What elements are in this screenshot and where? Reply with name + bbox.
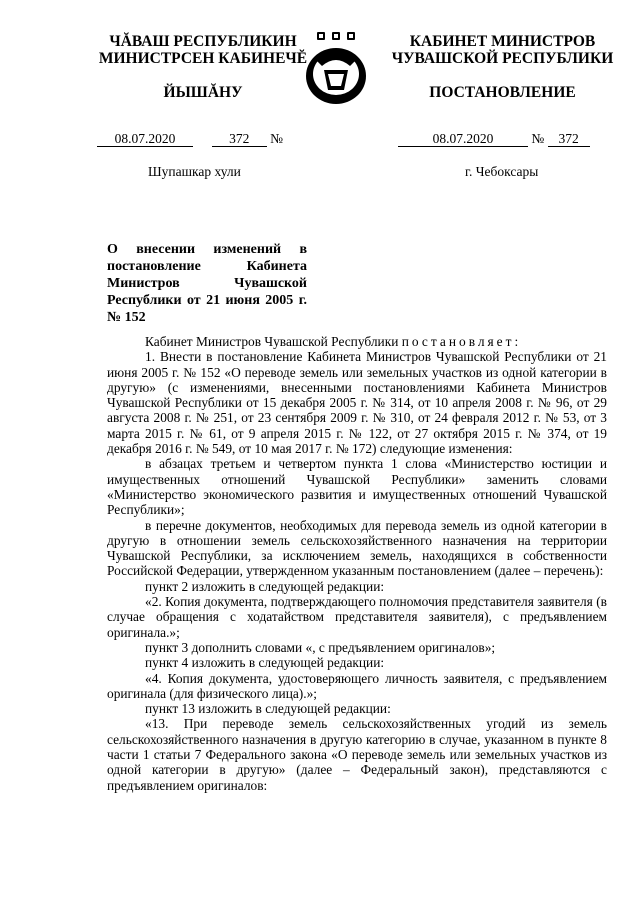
header-left-doc-type: ЙЫШĂНУ <box>163 84 243 101</box>
body-paragraph: 1. Внести в постановление Кабинета Министров Чувашской Республики от 21 июня 2005 г. № 152 «О переводе земель или земельных участков из одной категории в другую» (с изменениями, внесенными постановлениями Кабинета Министров Чувашской Республики от 15 декабря 2005 г. № 314, от 10 апреля 2008 г. № 96, от 29 августа 2008 г. № 251, от 23 сентября 2009 г. № 310, от 24 февраля 2012 г. № 53, от 3 марта 2015 г. № 61, от 9 апреля 2015 г. № 122, от 27 октября 2015 г. № 374, от 19 декабря 2016 г. № 549, от 10 мая 2017 г. № 172) следующие изменения: <box>107 349 607 457</box>
number-line-left <box>97 131 283 147</box>
body-paragraph: в абзацах третьем и четвертом пункта 1 слова «Министерство юстиции и имущественных отношений Чувашской Республики» заменить словами «Министерство экономического развития и имущественных отношений Чувашской Республики»; <box>107 456 607 518</box>
header-right-doc-type: ПОСТАНОВЛЕНИЕ <box>429 84 576 101</box>
body-paragraph: пункт 13 изложить в следующей редакции: <box>145 701 391 717</box>
document-title: О внесении изменений в постановление Кабинета Министров Чувашской Республики от 21 июня 2005 г. № 152 <box>107 242 307 325</box>
body-paragraph: пункт 3 дополнить словами «, с предъявлением оригиналов»; <box>145 639 496 655</box>
header-chuvash <box>88 33 318 101</box>
header-left-line1: ЧĂВАШ РЕСПУБЛИКИН <box>109 33 297 50</box>
body-paragraph: «2. Копия документа, подтверждающего полномочия представителя заявителя (в случае обращения с ходатайством представителя заявителя), с предъявлением оригинала.»; <box>107 594 607 640</box>
header-right-line1: КАБИНЕТ МИНИСТРОВ <box>409 33 596 50</box>
number-sign-left: № <box>270 131 284 146</box>
number-line-right <box>398 131 590 147</box>
number-left: 372 <box>212 131 267 147</box>
number-sign-right: № <box>531 131 545 146</box>
body-paragraph: пункт 4 изложить в следующей редакции: <box>145 655 385 671</box>
header-left-line2: МИНИСТРСЕН КАБИНЕЧĔ <box>98 50 308 67</box>
body-paragraph: «13. При переводе земель сельскохозяйственных угодий из земель сельскохозяйственного назначения в другую категорию в случае, указанном в пункте 8 части 1 статьи 7 Федерального закона «О переводе земель или земельных участков из одной категории в другую» (далее – Федеральный закон), представляются с предъявлением оригиналов: <box>107 716 607 793</box>
date-left: 08.07.2020 <box>97 131 193 147</box>
header-russian <box>385 33 620 101</box>
city-right: г. Чебоксары <box>465 164 539 179</box>
body-paragraph: в перечне документов, необходимых для перевода земель из одной категории в другую в отношении земель сельскохозяйственного назначения на территории Чувашской Республики, за исключением земель, находящихся в собственности Российской Федерации, утвержденном указанным постановлением (далее – перечень): <box>107 517 607 579</box>
intro-paragraph <box>107 334 607 349</box>
body-paragraph: пункт 2 изложить в следующей редакции: <box>145 578 385 594</box>
date-right: 08.07.2020 <box>398 131 528 147</box>
coat-of-arms-icon <box>302 30 370 108</box>
header-right-line2: ЧУВАШСКОЙ РЕСПУБЛИКИ <box>391 50 614 67</box>
city-left: Шупашкар хули <box>148 164 241 179</box>
document-body <box>107 334 607 793</box>
number-right: 372 <box>548 131 590 147</box>
body-paragraph: «4. Копия документа, удостоверяющего личность заявителя, с предъявлением оригинала (для физического лица).»; <box>107 670 607 701</box>
intro-text: Кабинет Министров Чувашской Республики <box>145 334 399 349</box>
intro-verb: постановляет: <box>401 334 522 349</box>
